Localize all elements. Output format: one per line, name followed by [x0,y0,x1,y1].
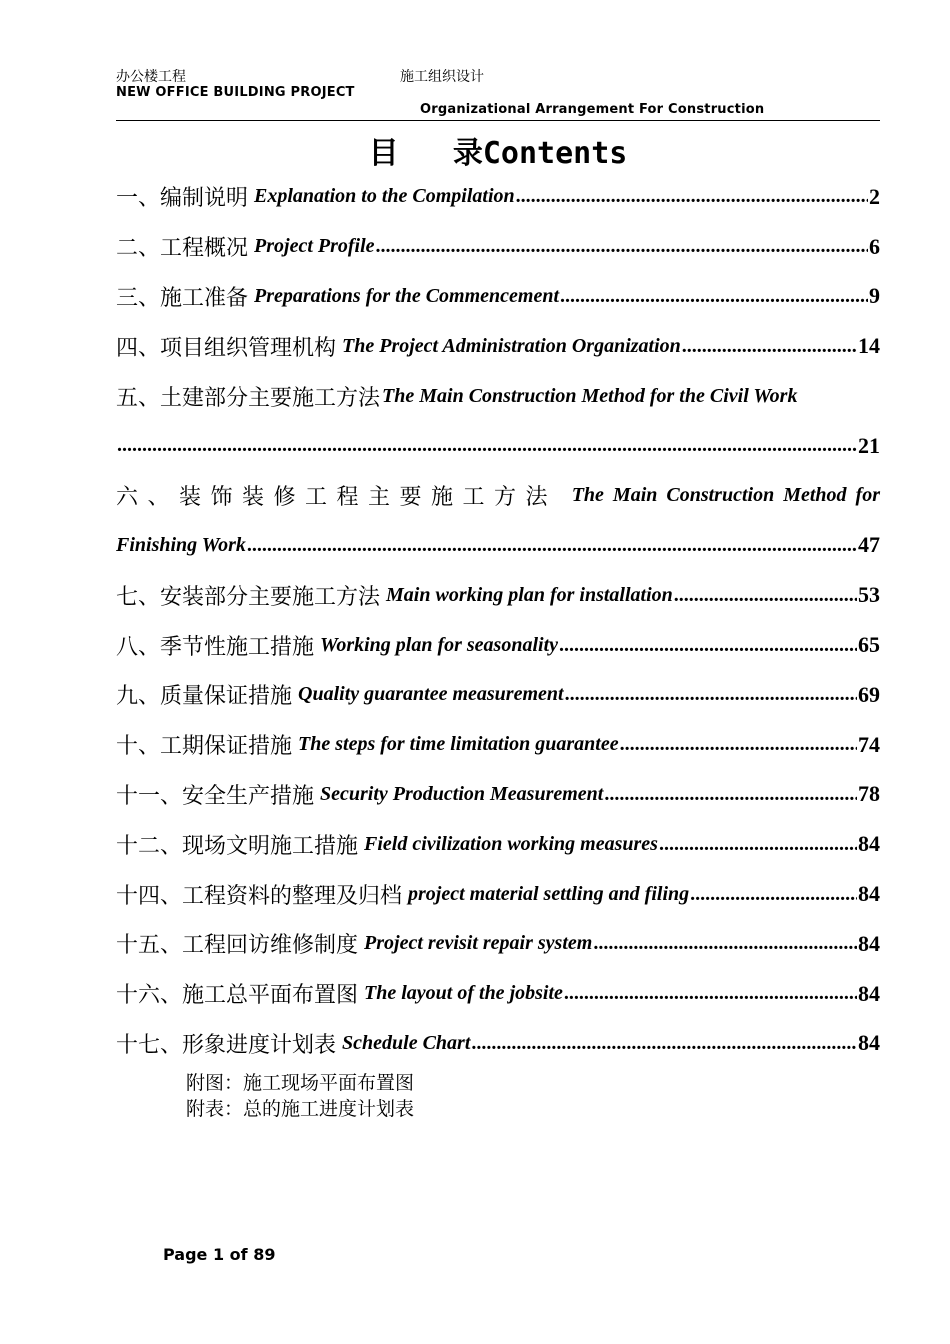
toc-entry-cn: 四、项目组织管理机构 [116,335,337,361]
toc-entry[interactable] [116,919,880,969]
toc-entry-en: Schedule Chart [342,1031,471,1054]
appendix-table-note: 附表：总的施工进度计划表 [186,1098,415,1120]
toc-entry-en: Project revisit repair system [364,932,593,955]
toc-entry[interactable] [116,1019,880,1069]
toc-leader-dots [690,883,857,906]
toc-entry[interactable] [116,471,880,521]
toc-entry-continuation[interactable] [116,421,880,471]
toc-entry-page: 6 [869,233,880,259]
toc-leader-dots [565,683,857,706]
toc-entry[interactable] [116,869,880,919]
toc-entry-cn: 八、季节性施工措施 [116,634,315,660]
toc-entry-cn: 二、工程概况 [116,236,249,262]
toc-entry-page: 65 [858,632,880,658]
toc-leader-dots [247,534,857,557]
toc-entry[interactable] [116,620,880,670]
toc-entry-page: 78 [858,781,880,807]
toc-leader-dots [593,932,857,955]
toc-entry-en: Explanation to the Compilation [254,185,515,208]
toc-entry-cn: 六、装饰装修工程主要施工方法 [116,485,558,511]
toc-entry-cn: 十五、工程回访维修制度 [116,933,359,959]
toc-leader-dots [659,833,857,856]
toc-entry[interactable] [116,770,880,820]
toc-entry-cn: 五、土建部分主要施工方法 [116,385,381,411]
header-cn-document: 施工组织设计 [400,69,484,85]
toc-leader-dots [604,783,857,806]
toc-entry[interactable] [116,570,880,620]
toc-entry-cn: 十二、现场文明施工措施 [116,833,359,859]
header-en-project: NEW OFFICE BUILDING PROJECT [116,85,355,100]
toc-leader-dots [674,584,857,607]
toc-entry-page: 53 [858,582,880,608]
toc-leader-dots [564,982,857,1005]
toc-entry-page: 9 [869,283,880,309]
toc-entry-en: Project Profile [254,235,375,258]
table-of-contents [116,172,880,1068]
toc-entry-en: project material settling and filing [408,882,690,905]
page-title: 目 录Contents [368,136,628,171]
toc-entry-en: Working plan for seasonality [320,633,559,656]
toc-entry-en: Finishing Work [116,533,246,556]
toc-entry[interactable] [116,371,880,421]
page-number-footer: Page 1 of 89 [163,1245,276,1264]
header-en-document: Organizational Arrangement For Construction [420,102,765,117]
toc-entry-page: 84 [858,930,880,956]
toc-entry-page: 84 [858,1030,880,1056]
toc-entry-page: 69 [858,681,880,707]
header-cn-project: 办公楼工程 [116,69,186,85]
toc-entry-cn: 十七、形象进度计划表 [116,1032,337,1058]
toc-entry-page: 74 [858,731,880,757]
toc-entry[interactable] [116,819,880,869]
toc-entry-cn: 十四、工程资料的整理及归档 [116,883,403,909]
toc-entry-en: Quality guarantee measurement [298,683,564,706]
toc-entry[interactable] [116,720,880,770]
toc-leader-dots [560,285,868,308]
toc-entry-en: Field civilization working measures [364,832,658,855]
toc-entry-page: 84 [858,980,880,1006]
appendix-figure-note: 附图：施工现场平面布置图 [186,1072,415,1094]
toc-leader-dots [471,1032,857,1055]
toc-entry-page: 47 [858,532,880,558]
toc-entry-en: Security Production Measurement [320,782,604,805]
toc-entry[interactable] [116,272,880,322]
toc-leader-dots [117,434,857,457]
toc-entry-cn: 三、施工准备 [116,285,249,311]
toc-entry[interactable] [116,670,880,720]
toc-entry-cn: 十、工期保证措施 [116,734,293,760]
toc-entry[interactable] [116,321,880,371]
toc-entry-page: 2 [869,183,880,209]
toc-leader-dots [682,335,857,358]
toc-entry-cn: 一、编制说明 [116,186,249,212]
toc-entry-en: The steps for time limitation guarantee [298,733,619,756]
toc-entry-en: The Main Construction Method for [571,484,880,507]
toc-entry-en: The Main Construction Method for the Civil Work [382,384,798,407]
toc-leader-dots [516,185,868,208]
toc-entry-page: 21 [858,432,880,458]
toc-leader-dots [620,733,857,756]
toc-entry[interactable] [116,222,880,272]
toc-entry-en: Main working plan for installation [386,583,673,606]
toc-leader-dots [376,235,868,258]
toc-entry-en: The layout of the jobsite [364,982,563,1005]
toc-leader-dots [559,634,857,657]
toc-entry-cn: 十六、施工总平面布置图 [116,983,359,1009]
toc-entry-cn: 七、安装部分主要施工方法 [116,584,381,610]
toc-entry-continuation[interactable] [116,521,880,571]
toc-entry-page: 84 [858,881,880,907]
toc-entry-page: 14 [858,333,880,359]
toc-entry[interactable] [116,969,880,1019]
toc-entry-cn: 九、质量保证措施 [116,684,293,710]
header-rule [116,120,880,121]
toc-entry-en: Preparations for the Commencement [254,284,560,307]
toc-entry[interactable] [116,172,880,222]
toc-entry-cn: 十一、安全生产措施 [116,783,315,809]
toc-entry-page: 84 [858,831,880,857]
toc-entry-en: The Project Administration Organization [342,334,681,357]
